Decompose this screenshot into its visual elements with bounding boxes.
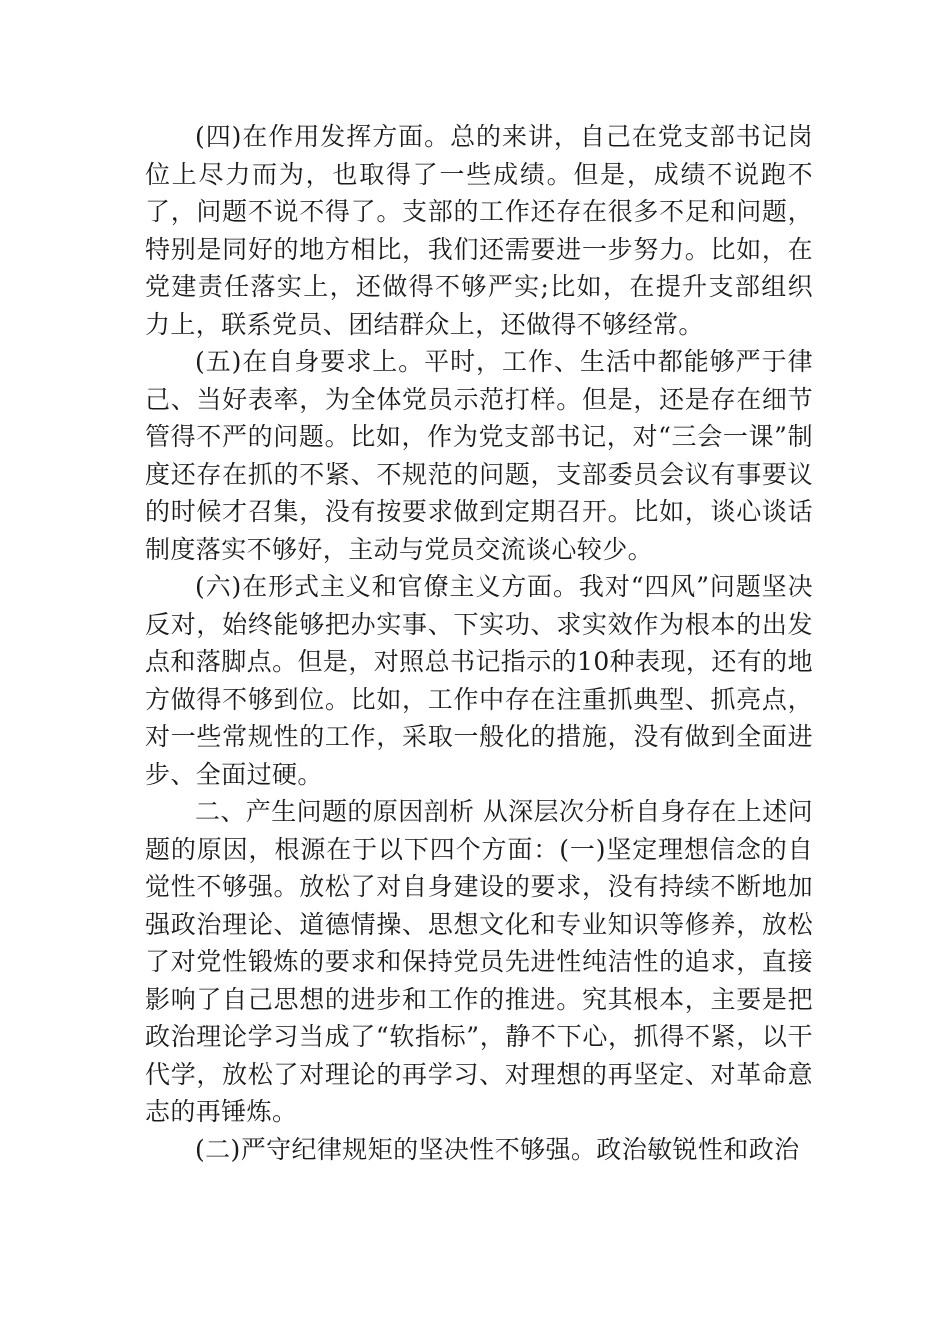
paragraph-self-requirements: (五)在自身要求上。平时，工作、生活中都能够严于律己、当好表率，为全体党员示范打样。但是，还是存在细节管得不严的问题。比如，作为党支部书记，对“三会一课”制度还存在抓的不紧、不规范的问题，支部委员会议有事要议的时候才召集，没有按要求做到定期召开。比如，谈心谈话制度落实不够好，主动与党员交流谈心较少。 [145, 347, 813, 564]
paragraph-cause-analysis: 二、产生问题的原因剖析 从深层次分析自身存在上述问题的原因，根源在于以下四个方面：(一)坚定理想信念的自觉性不够强。放松了对自身建设的要求，没有持续不断地加强政治理论、道德情操、思想文化和专业知识等修养，放松了对党性锻炼的要求和保持党员先进性纯洁性的追求，直接影响了自己思想的进步和工作的推进。究其根本，主要是把政治理论学习当成了“软指标”，静不下心，抓得不紧，以干代学，放松了对理论的再学习、对理想的再坚定、对革命意志的再锤炼。 [145, 797, 813, 1126]
paragraph-role-performance: (四)在作用发挥方面。总的来讲，自己在党支部书记岗位上尽力而为，也取得了一些成绩。但是，成绩不说跑不了，问题不说不得了。支部的工作还存在很多不足和问题，特别是同好的地方相比，我们还需要进一步努力。比如，在党建责任落实上，还做得不够严实;比如，在提升支部组织力上，联系党员、团结群众上，还做得不够经常。 [145, 122, 813, 339]
paragraph-discipline: (二)严守纪律规矩的坚决性不够强。政治敏锐性和政治 [195, 1134, 800, 1164]
document-body [145, 118, 813, 1168]
paragraph-formalism-bureaucracy: (六)在形式主义和官僚主义方面。我对“四风”问题坚决反对，始终能够把办实事、下实功、求实效作为根本的出发点和落脚点。但是，对照总书记指示的10种表现，还有的地方做得不够到位。比如，工作中存在注重抓典型、抓亮点，对一些常规性的工作，采取一般化的措施，没有做到全面进步、全面过硬。 [145, 572, 813, 789]
